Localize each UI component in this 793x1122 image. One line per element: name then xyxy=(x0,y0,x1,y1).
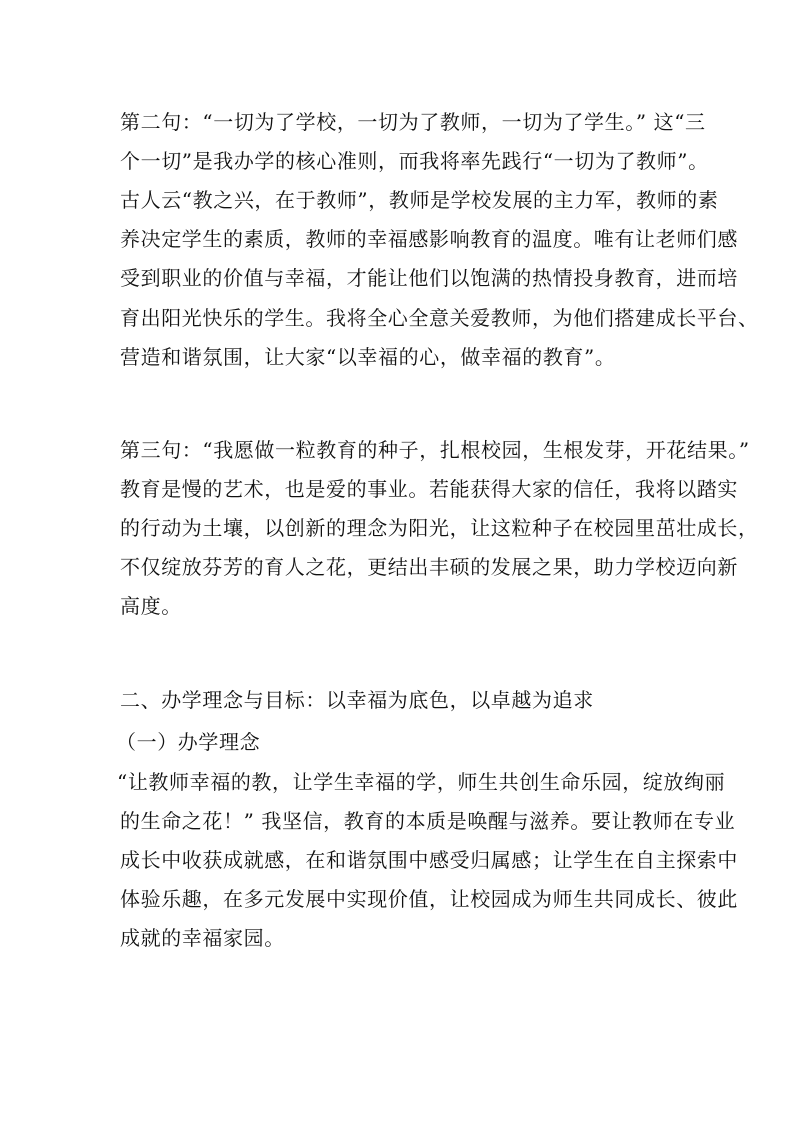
paragraph-line: 体验乐趣，在多元发展中实现价值，让校园成为师生共同成长、彼此 xyxy=(120,887,738,911)
paragraph-line: 第三句：“我愿做一粒教育的种子，扎根校园，生根发芽，开花结果。” xyxy=(120,438,750,462)
paragraph-line: 的生命之花！” 我坚信，教育的本质是唤醒与滋养。要让教师在专业 xyxy=(120,809,736,833)
paragraph-line: 高度。 xyxy=(120,594,182,618)
paragraph-line: 成长中收获成就感，在和谐氛围中感受归属感；让学生在自主探索中 xyxy=(120,848,738,872)
paragraph-line: 第二句：“一切为了学校，一切为了教师，一切为了学生。” 这“三 xyxy=(120,110,706,134)
paragraph-line: 个一切”是我办学的核心准则，而我将率先践行“一切为了教师”。 xyxy=(120,149,709,173)
paragraph-line: 教育是慢的艺术，也是爱的事业。若能获得大家的信任，我将以踏实 xyxy=(120,477,738,501)
subsection-heading: （一）办学理念 xyxy=(116,730,261,754)
paragraph-line: 育出阳光快乐的学生。我将全心全意关爱教师，为他们搭建成长平台、 xyxy=(120,306,759,330)
paragraph-line: “让教师幸福的教，让学生幸福的学，师生共创生命乐园，绽放绚丽 xyxy=(117,770,726,794)
section-heading: 二、办学理念与目标：以幸福为底色，以卓越为追求 xyxy=(120,688,594,712)
paragraph-line: 受到职业的价值与幸福，才能让他们以饱满的热情投身教育，进而培 xyxy=(120,266,738,290)
paragraph-line: 古人云“教之兴，在于教师”，教师是学校发展的主力军，教师的素 xyxy=(120,188,719,212)
paragraph-line: 养决定学生的素质，教师的幸福感影响教育的温度。唯有让老师们感 xyxy=(120,227,738,251)
paragraph-line: 的行动为土壤，以创新的理念为阳光，让这粒种子在校园里茁壮成长， xyxy=(120,516,759,540)
paragraph-line: 成就的幸福家园。 xyxy=(120,926,285,950)
paragraph-line: 营造和谐氛围，让大家“以幸福的心，做幸福的教育”。 xyxy=(120,345,616,369)
paragraph-line: 不仅绽放芬芳的育人之花，更结出丰硕的发展之果，助力学校迈向新 xyxy=(120,555,738,579)
